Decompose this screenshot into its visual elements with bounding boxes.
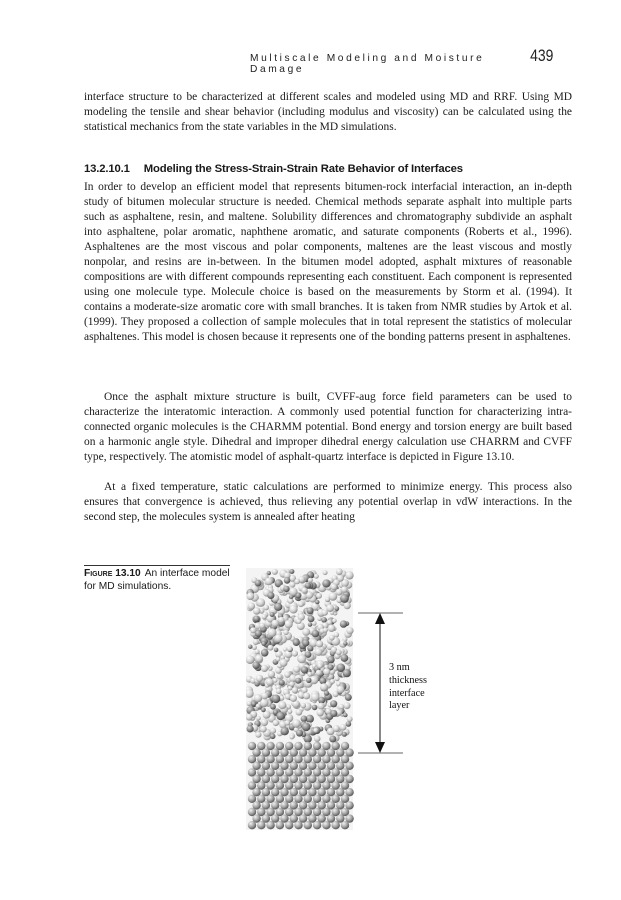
molecule-atom	[284, 620, 292, 628]
molecule-atom	[268, 671, 275, 678]
molecule-atom	[252, 645, 257, 650]
molecule-atom	[272, 695, 281, 704]
molecule-atom	[335, 676, 340, 681]
figure-caption	[84, 568, 234, 593]
quartz-atom	[285, 821, 293, 829]
molecule-atom	[247, 725, 254, 732]
section-title: Modeling the Stress-Strain-Strain Rate Behavior of Interfaces	[143, 163, 463, 175]
molecule-atom	[331, 584, 337, 590]
molecule-atom	[273, 720, 279, 726]
molecule-atom	[336, 649, 342, 655]
molecule-atom	[305, 651, 312, 658]
molecule-atom	[330, 700, 337, 707]
molecule-atom	[308, 622, 312, 626]
molecule-atom	[322, 579, 330, 587]
molecule-atom	[336, 568, 343, 575]
molecule-atom	[248, 602, 255, 609]
molecule-atom	[263, 605, 269, 611]
molecule-atom	[345, 571, 353, 579]
thickness-annotation	[389, 662, 449, 713]
molecule-atom	[255, 649, 260, 654]
molecule-atom	[278, 617, 285, 624]
molecule-atom	[267, 592, 274, 599]
molecule-atom	[289, 681, 294, 686]
molecule-atom	[292, 719, 301, 728]
molecule-atom	[270, 734, 276, 740]
molecule-atom	[340, 724, 347, 731]
quartz-atom	[304, 821, 312, 829]
molecule-atom	[276, 712, 284, 720]
molecule-atom	[255, 732, 261, 738]
molecule-atom	[344, 702, 351, 709]
molecule-atom	[254, 694, 262, 702]
annotation-line-2: thickness	[389, 674, 427, 686]
molecule-atom	[301, 666, 308, 673]
molecule-atom	[289, 605, 297, 613]
molecule-atom	[280, 659, 288, 667]
molecule-atom	[268, 628, 277, 637]
molecule-atom	[325, 597, 330, 602]
molecule-atom	[316, 593, 322, 599]
molecule-atom	[285, 720, 290, 725]
molecule-atom	[316, 670, 322, 676]
running-head	[250, 46, 553, 75]
molecule-atom	[284, 672, 290, 678]
molecule-atom	[323, 628, 328, 633]
molecule-atom	[329, 736, 336, 743]
arrow-head-down-icon	[375, 742, 385, 753]
molecule-atom	[246, 714, 253, 721]
molecule-atom	[322, 610, 328, 616]
molecule-atom	[324, 691, 329, 696]
paragraph-1: In order to develop an efficient model that represents bitumen-rock interfacial interaction, an in-depth study of bitumen molecular structure is needed. Chemical methods separate asphalt into multiple parts such as asphaltene, resin, and maltene. Solubility differences and chromatography subdivide an asphalt into asphaltene, polar aromatic, naphthene aromatic, and saturate components (Roberts et al., 1996). Asphaltenes are the most viscous and polar components, maltenes are the least viscous and mostly nonpolar, and resins are in-between. In the bitumen model adopted, asphalt mixtures of reasonable compositions are with different compounds representing each constituent. Each component is represented using one molecule type. Molecule choice is based on the measurements by Storm et al. (1994). It contains a moderate-size aromatic core with small branches. It is taken from NMR studies by Artok et al. (1999). They proposed a collection of sample molecules that in total represent the statistics of molecular asphaltenes. This model is chosen because it represents one of the bonding patterns present in asphaltenes.	[84, 181, 572, 344]
molecule-atom	[292, 651, 298, 657]
molecule-atom	[273, 678, 278, 683]
molecule-atom	[317, 617, 321, 621]
annotation-line-1: 3 nm	[389, 662, 410, 673]
molecule-atom	[274, 603, 282, 611]
section-number: 13.2.10.1	[84, 163, 130, 175]
molecule-atom	[261, 665, 268, 672]
molecule-atom	[297, 619, 302, 624]
molecule-atom	[251, 701, 256, 706]
running-title: Multiscale Modeling and Moisture Damage	[250, 53, 485, 75]
molecule-atom	[281, 727, 289, 735]
molecule-atom	[287, 646, 292, 651]
molecule-atom	[253, 639, 259, 645]
molecule-atom	[301, 703, 307, 709]
molecule-atom	[303, 692, 310, 699]
molecule-atom	[261, 641, 266, 646]
molecule-atom	[279, 680, 285, 686]
molecule-atom	[256, 704, 261, 709]
paragraph-3: At a fixed temperature, static calculations are performed to minimize energy. This process also ensures that convergence is achieved, thus relieving any potential overlap in vdW interactions. In the second step, the molecules system is annealed after heating	[84, 481, 572, 524]
molecule-atom	[283, 586, 289, 592]
molecule-atom	[330, 710, 337, 717]
molecule-atom	[290, 695, 297, 702]
molecule-atom	[302, 639, 309, 646]
molecule-atom	[343, 713, 347, 717]
molecule-atom	[293, 639, 300, 646]
molecule-atom	[344, 602, 351, 609]
quartz-atom	[322, 821, 330, 829]
molecule-atom	[308, 616, 315, 623]
molecule-atom	[261, 707, 266, 712]
molecule-atom	[298, 601, 304, 607]
molecule-atom	[289, 588, 297, 596]
molecule-atom	[323, 570, 328, 575]
molecule-atom	[314, 574, 319, 579]
molecule-atom	[278, 701, 286, 709]
molecule-atom	[277, 674, 282, 679]
molecule-atom	[270, 704, 276, 710]
molecule-atom	[288, 709, 293, 714]
molecule-atom	[316, 640, 323, 647]
quartz-atom	[266, 821, 274, 829]
molecule-atom	[313, 728, 318, 733]
quartz-atom	[276, 821, 284, 829]
molecule-atom	[341, 586, 348, 593]
annotation-line-3: interface	[389, 687, 425, 699]
molecule-atom	[261, 692, 268, 699]
molecule-atom	[343, 669, 351, 677]
molecule-atom	[295, 678, 301, 684]
molecule-atom	[329, 635, 335, 641]
molecule-atom	[276, 688, 282, 694]
molecule-atom	[265, 578, 273, 586]
molecule-atom	[317, 663, 322, 668]
molecule-atom	[272, 620, 279, 627]
molecule-atom	[256, 716, 261, 721]
molecule-atom	[253, 616, 259, 622]
molecule-atom	[347, 716, 353, 722]
figure-caption-text: An interface model for MD simulations.	[84, 568, 230, 592]
molecule-atom	[308, 578, 313, 583]
molecule-atom	[255, 630, 262, 637]
molecule-atom	[328, 624, 336, 632]
molecule-atom	[292, 687, 298, 693]
molecule-atom	[284, 577, 291, 584]
figure-label: Figure 13.10	[84, 568, 141, 579]
molecule-atom	[312, 705, 318, 711]
molecule-atom	[268, 645, 274, 651]
molecule-atom	[321, 617, 327, 623]
molecule-atom	[298, 655, 307, 664]
molecule-atom	[302, 587, 308, 593]
molecule-atom	[247, 592, 255, 600]
molecule-atom	[296, 730, 303, 737]
paragraph-intro: interface structure to be characterized at different scales and modeled using MD and RRF. Using MD modeling the tensile and shear behavior (including modulus and viscosity) can be calculated using the statistical mechanics from the state variables in the MD simulations.	[84, 91, 572, 134]
quartz-atom	[313, 821, 321, 829]
interface-model-figure	[246, 568, 411, 830]
molecule-atom	[306, 678, 311, 683]
molecule-atom	[307, 607, 314, 614]
molecule-atom	[270, 612, 275, 617]
molecule-atom	[340, 620, 347, 627]
paragraph-2: Once the asphalt mixture structure is built, CVFF-aug force field parameters can be used to characterize the interatomic interaction. A commonly used potential function for characterizing intra-connected organic molecules is the CHARMM potential. Bond energy and torsion energy are built based on a harmonic angle style. Dihedral and improper dihedral energy calculation use CHARRM and CVFF type, respectively. The atomistic model of asphalt-quartz interface is depicted in Figure 13.10.	[84, 391, 572, 464]
quartz-atom	[332, 821, 340, 829]
molecule-atom	[317, 709, 324, 716]
molecule-atom	[314, 735, 321, 742]
quartz-atom	[257, 821, 265, 829]
molecule-atom	[266, 678, 274, 686]
molecule-atom	[341, 654, 349, 662]
quartz-atom	[341, 821, 349, 829]
molecule-atom	[261, 719, 269, 727]
arrow-head-up-icon	[375, 613, 385, 624]
molecule-atom	[246, 655, 255, 664]
quartz-crystal-layer	[248, 742, 354, 830]
molecule-atom	[293, 666, 300, 673]
section-heading	[84, 163, 572, 175]
molecule-atom	[247, 701, 252, 706]
molecule-atom	[315, 648, 323, 656]
molecule-atom	[302, 628, 310, 636]
molecule-atom	[276, 657, 281, 662]
molecule-atom	[343, 641, 347, 645]
molecule-atom	[260, 726, 267, 733]
molecule-atom	[315, 600, 319, 604]
page-number: 439	[529, 46, 553, 65]
molecule-atom	[255, 580, 262, 587]
molecule-atom	[294, 579, 300, 585]
molecule-atom	[333, 725, 340, 732]
molecule-atom	[274, 648, 279, 653]
molecule-atom	[311, 693, 320, 702]
molecule-atom	[288, 599, 293, 604]
molecule-atom	[319, 677, 326, 684]
molecule-atom	[302, 723, 311, 732]
molecule-atom	[320, 683, 328, 691]
molecule-atom	[312, 630, 319, 637]
molecule-atom	[346, 627, 353, 634]
molecule-atom	[318, 703, 325, 710]
molecule-atom	[332, 618, 337, 623]
molecule-atom	[270, 728, 276, 734]
molecule-atom	[296, 709, 303, 716]
molecule-atom	[346, 721, 352, 727]
molecule-atom	[301, 716, 308, 723]
figure-rule	[84, 565, 230, 566]
molecule-atom	[323, 668, 330, 675]
molecule-atom	[283, 630, 288, 635]
molecule-atom	[256, 675, 263, 682]
molecule-atom	[257, 598, 266, 607]
molecule-atom	[252, 662, 259, 669]
molecule-atom	[261, 649, 269, 657]
quartz-atom	[294, 821, 302, 829]
molecule-atom	[272, 569, 278, 575]
molecule-atom	[259, 623, 265, 629]
annotation-line-4: layer	[389, 700, 410, 712]
molecule-atom	[248, 645, 252, 649]
molecule-atom	[334, 606, 339, 611]
molecule-atom	[337, 686, 345, 694]
molecule-atom	[255, 655, 263, 663]
molecule-atom	[340, 594, 349, 603]
molecule-atom	[326, 604, 334, 612]
molecule-atom	[262, 614, 267, 619]
molecule-atom	[327, 656, 334, 663]
quartz-atom	[248, 821, 256, 829]
molecule-atom	[274, 634, 282, 642]
molecule-atom	[307, 672, 312, 677]
molecule-atom	[290, 735, 295, 740]
